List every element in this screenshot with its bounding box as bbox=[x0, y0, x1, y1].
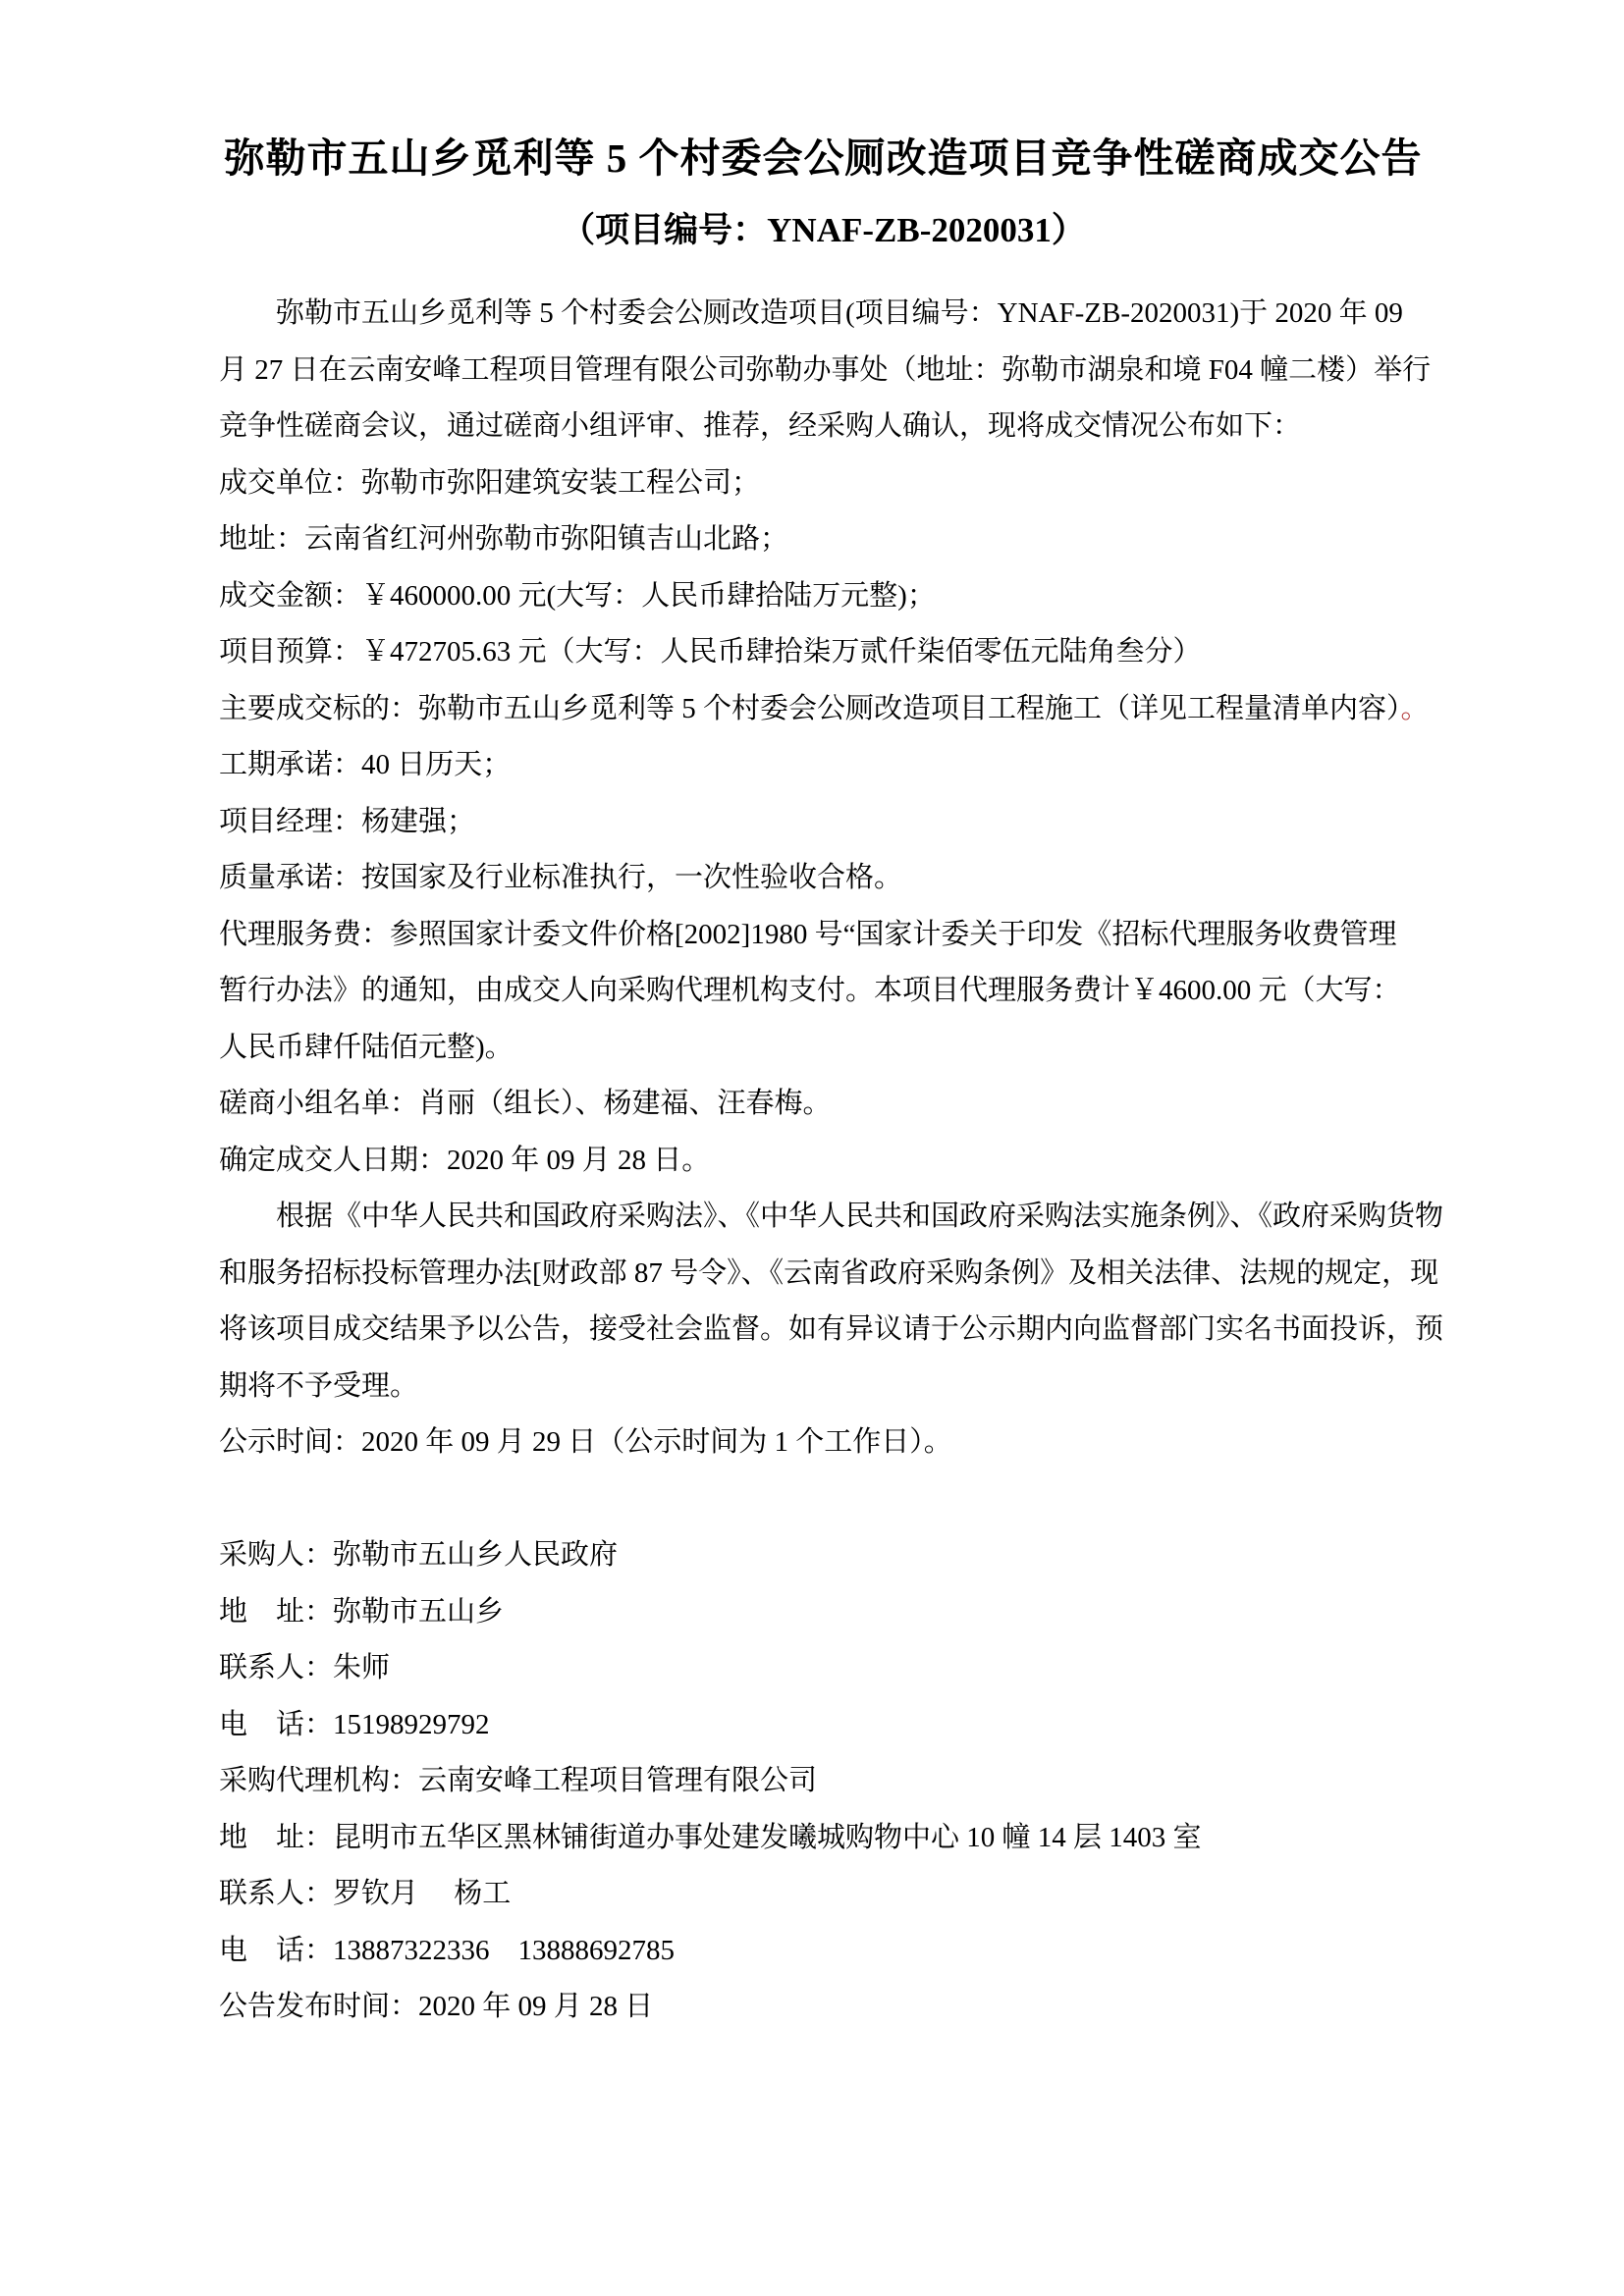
text-line: 地 址：昆明市五华区黑林铺街道办事处建发曦城购物中心 10 幢 14 层 1403 室 bbox=[219, 1821, 1202, 1853]
document-title: 弥勒市五山乡觅利等 5 个村委会公厕改造项目竞争性磋商成交公告 bbox=[224, 135, 1423, 181]
text-line: 代理服务费：参照国家计委文件价格[2002]1980 号“国家计委关于印发《招标代理服务收费管理 bbox=[219, 918, 1397, 950]
text-line: 暂行办法》的通知，由成交人向采购代理机构支付。本项目代理服务费计￥4600.00 元（大写： bbox=[219, 975, 1401, 1007]
text-line: 项目预算：￥472705.63 元（大写：人民币肆拾柒万贰仟柒佰零伍元陆角叁分） bbox=[219, 636, 1202, 668]
text-line: 竞争性磋商会议，通过磋商小组评审、推荐，经采购人确认，现将成交情况公布如下： bbox=[219, 410, 1302, 443]
text-line: 地 址：弥勒市五山乡 bbox=[219, 1595, 505, 1628]
text-line: 地址：云南省红河州弥勒市弥阳镇吉山北路； bbox=[219, 523, 789, 556]
text-line: 联系人：朱师 bbox=[219, 1652, 391, 1684]
red-period: 。 bbox=[1400, 692, 1430, 724]
text-line: 采购代理机构：云南安峰工程项目管理有限公司 bbox=[219, 1765, 818, 1797]
text-line: 公告发布时间：2020 年 09 月 28 日 bbox=[219, 1991, 654, 2023]
text-line: 成交金额：￥460000.00 元(大写：人民币肆拾陆万元整)； bbox=[219, 579, 936, 612]
text-line: 采购人：弥勒市五山乡人民政府 bbox=[219, 1539, 619, 1572]
blank-line bbox=[219, 1471, 1428, 1528]
text-line: 月 27 日在云南安峰工程项目管理有限公司弥勒办事处（地址：弥勒市湖泉和境 F04 幢二楼）举行 bbox=[219, 353, 1432, 386]
text-line: 公示时间：2020 年 09 月 29 日（公示时间为 1 个工作日）。 bbox=[219, 1426, 952, 1459]
text-line: 电 话：13887322336 13888692785 bbox=[219, 1934, 676, 1966]
text-line: 确定成交人日期：2020 年 09 月 28 日。 bbox=[219, 1144, 711, 1176]
text-line: 人民币肆仟陆佰元整)。 bbox=[219, 1031, 514, 1063]
text-line: 电 话：15198929792 bbox=[219, 1708, 490, 1740]
text-line: 根据《中华人民共和国政府采购法》、《中华人民共和国政府采购法实施条例》、《政府采购货物 bbox=[276, 1201, 1444, 1233]
text-line: 将该项目成交结果予以公告，接受社会监督。如有异议请于公示期内向监督部门实名书面投诉，预 bbox=[219, 1313, 1444, 1346]
text-line: 弥勒市五山乡觅利等 5 个村委会公厕改造项目(项目编号：YNAF-ZB-2020031)于 2020 年 09 bbox=[276, 297, 1403, 330]
project-number-subtitle: （项目编号：YNAF-ZB-2020031） bbox=[561, 211, 1086, 250]
text-line: 磋商小组名单：肖丽（组长）、杨建福、汪春梅。 bbox=[219, 1088, 832, 1120]
text-line: 成交单位：弥勒市弥阳建筑安装工程公司； bbox=[219, 466, 761, 499]
text-line: 期将不予受理。 bbox=[219, 1369, 419, 1402]
text-line: 项目经理：杨建强； bbox=[219, 805, 476, 837]
text-line: 和服务招标投标管理办法[财政部 87 号令》、《云南省政府采购条例》及相关法律、法规的规定，现 bbox=[219, 1256, 1439, 1289]
document-body bbox=[219, 286, 1444, 2036]
text-line: 工期承诺：40 日历天； bbox=[219, 749, 512, 781]
text-line: 联系人：罗钦月 杨工 bbox=[219, 1878, 512, 1910]
text-line: 质量承诺：按国家及行业标准执行，一次性验收合格。 bbox=[219, 862, 903, 894]
text-line: 主要成交标的：弥勒市五山乡觅利等 5 个村委会公厕改造项目工程施工（详见工程量清单内容）。 bbox=[219, 692, 1430, 724]
